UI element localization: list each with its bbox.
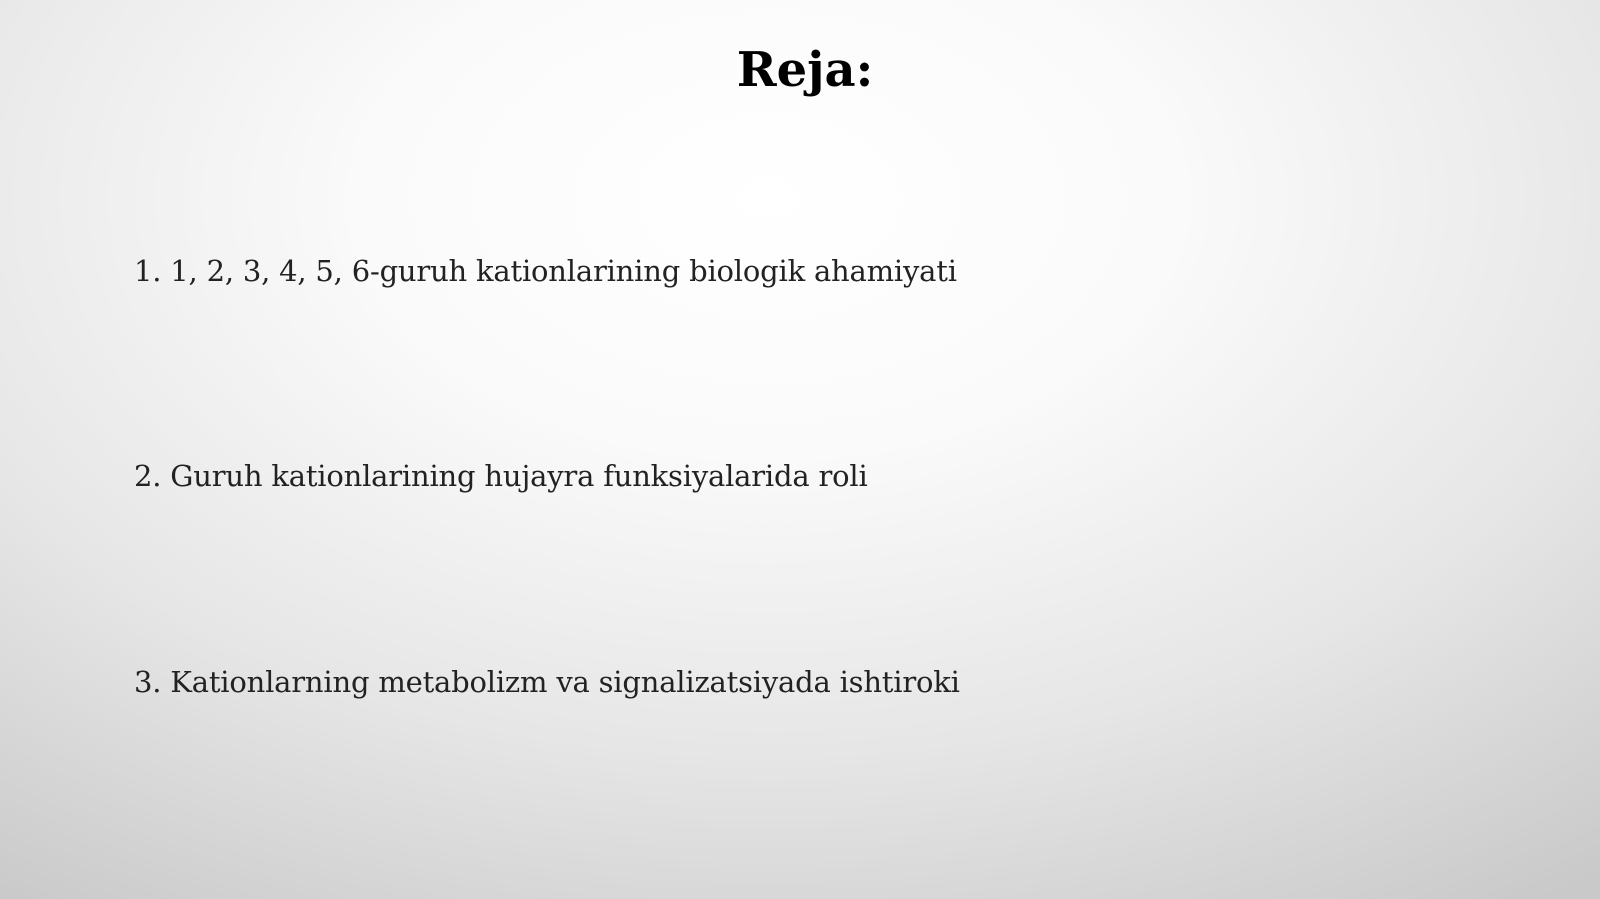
plan-item-1: 1. 1, 2, 3, 4, 5, 6-guruh kationlarining biologik ahamiyati [134, 254, 957, 288]
slide-title: Reja: [736, 42, 874, 98]
plan-item-2: 2. Guruh kationlarining hujayra funksiyalarida roli [134, 459, 868, 493]
plan-item-3: 3. Kationlarning metabolizm va signalizatsiyada ishtiroki [134, 665, 960, 699]
